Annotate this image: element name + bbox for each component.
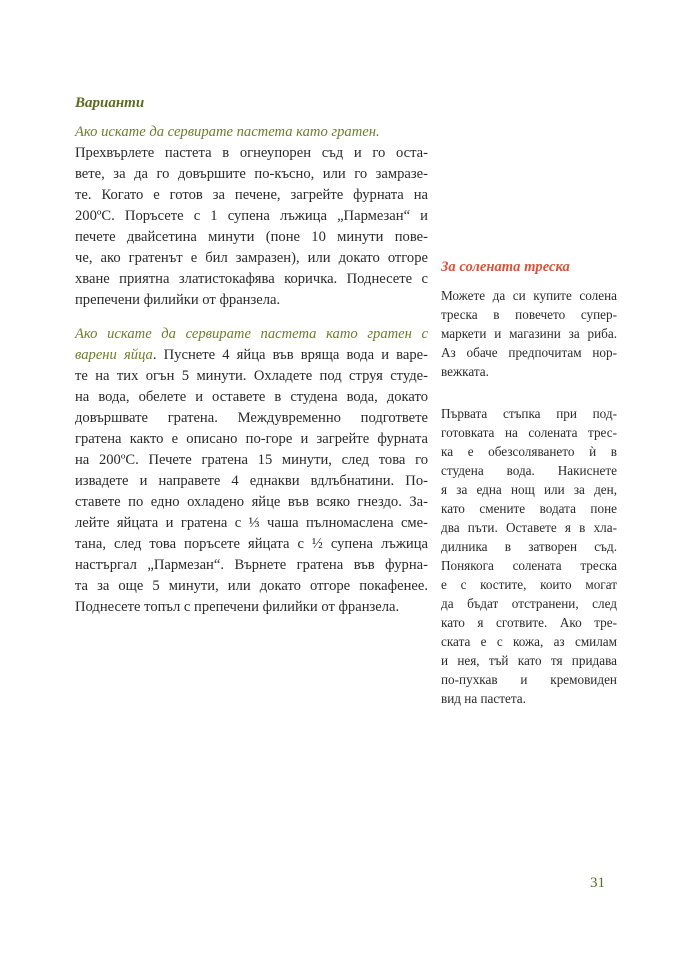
paragraph-line: Поднесете топъл с препечени филийки от франзела. <box>75 599 400 615</box>
sidebar-line: ка е обезсоляването ѝ в <box>441 444 617 459</box>
sidebar-line: да бъдат отстранени, след <box>441 596 617 611</box>
sidebar-line: два пъти. Оставете я в хла- <box>441 520 617 535</box>
variant-gratin-heading: Ако искате да сервирате пастета като гратен. <box>75 124 380 140</box>
sidebar-line: Понякога солената треска <box>441 558 617 573</box>
paragraph-line <box>75 345 428 366</box>
paragraph-line: извадете и направете 4 еднакви вдлъбнатини. По- <box>75 473 428 489</box>
sidebar-line: студена вода. Накиснете <box>441 463 617 478</box>
sidebar-line: Можете да си купите солена <box>441 288 617 303</box>
variant-gratin-paragraph <box>75 122 428 311</box>
paragraph-line: настъргал „Пармезан“. Върнете гратена във фурна- <box>75 557 428 573</box>
variant-eggs-heading: Ако искате да сервирате пастета като гратен с <box>75 326 428 342</box>
sidebar-gap <box>441 381 617 404</box>
paragraph-line: те. Когато е готов за печене, загрейте фурната на <box>75 187 428 203</box>
sidebar-line: готовката на солената трес- <box>441 425 617 440</box>
page-number: 31 <box>590 875 605 891</box>
paragraph-line: лейте яйцата и гратена с ⅓ чаша пълномаслена сме- <box>75 515 428 531</box>
sidebar-line: като смените водата поне <box>441 501 617 516</box>
paragraph-line: тана, след това поръсете яйцата с ½ супена лъжица <box>75 536 428 552</box>
paragraph-line: на вода, обелете и оставете в студена вода, докато <box>75 389 428 405</box>
paragraph-line: Прехвърлете пастета в огнеупорен съд и го оста- <box>75 145 428 161</box>
variant-eggs-paragraph <box>75 324 428 618</box>
paragraph-line: препечени филийки от франзела. <box>75 292 281 308</box>
sidebar-salt-cod <box>441 257 617 708</box>
paragraph-line: 200ºС. Поръсете с 1 супена лъжица „Пармезан“ и <box>75 208 428 224</box>
main-column <box>75 93 428 631</box>
paragraph-line: вете, за да го довършите по-късно, или го замразе- <box>75 166 428 182</box>
sidebar-line: Първата стъпка при под- <box>441 406 617 421</box>
paragraph-line: ставете по едно охладено яйце във всяко гнездо. За- <box>75 494 428 510</box>
paragraph-line: довършвате гратена. Междувременно подгответе <box>75 410 428 426</box>
sidebar-line: маркети и магазини за риба. <box>441 326 617 341</box>
sidebar-line: вид на пастета. <box>441 691 526 706</box>
sidebar-line: е с костите, които могат <box>441 577 617 592</box>
variant-eggs-heading-end: варени яйца <box>75 347 153 363</box>
paragraph-line-rest: . Пуснете 4 яйца във вряща вода и варе- <box>152 347 428 363</box>
paragraph-line: че, ако гратенът е бил замразен), или докато отгоре <box>75 250 428 266</box>
sidebar-title: За солената треска <box>441 259 570 275</box>
sidebar-line: и нея, тъй като тя придава <box>441 653 617 668</box>
paragraph-line: печете двайсетина минути (поне 10 минути пове- <box>75 229 428 245</box>
paragraph-line: гратена както е описано по-горе и загрейте фурната <box>75 431 428 447</box>
sidebar-line: я за една нощ или за ден, <box>441 482 617 497</box>
sidebar-paragraph <box>441 286 617 381</box>
section-title: Варианти <box>75 95 145 111</box>
sidebar-line: като я сготвите. Ако тре- <box>441 615 617 630</box>
paragraph-line: на 200ºС. Печете гратена 15 минути, след това го <box>75 452 428 468</box>
paragraph-line: те на тих огън 5 минути. Охладете под струя студе- <box>75 368 428 384</box>
sidebar-paragraph <box>441 404 617 708</box>
sidebar-line: ската е с кожа, аз смилам <box>441 634 617 649</box>
sidebar-line: Аз обаче предпочитам нор- <box>441 345 617 360</box>
sidebar-line: дилника в затворен съд. <box>441 539 617 554</box>
sidebar-line: треска в повечето супер- <box>441 307 617 322</box>
sidebar-line: вежката. <box>441 364 489 379</box>
paragraph-line: та за още 5 минути, или докато отгоре покафенее. <box>75 578 428 594</box>
paragraph-line: хване приятна златистокафява коричка. Поднесете с <box>75 271 428 287</box>
sidebar-line: по-пухкав и кремовиден <box>441 672 617 687</box>
